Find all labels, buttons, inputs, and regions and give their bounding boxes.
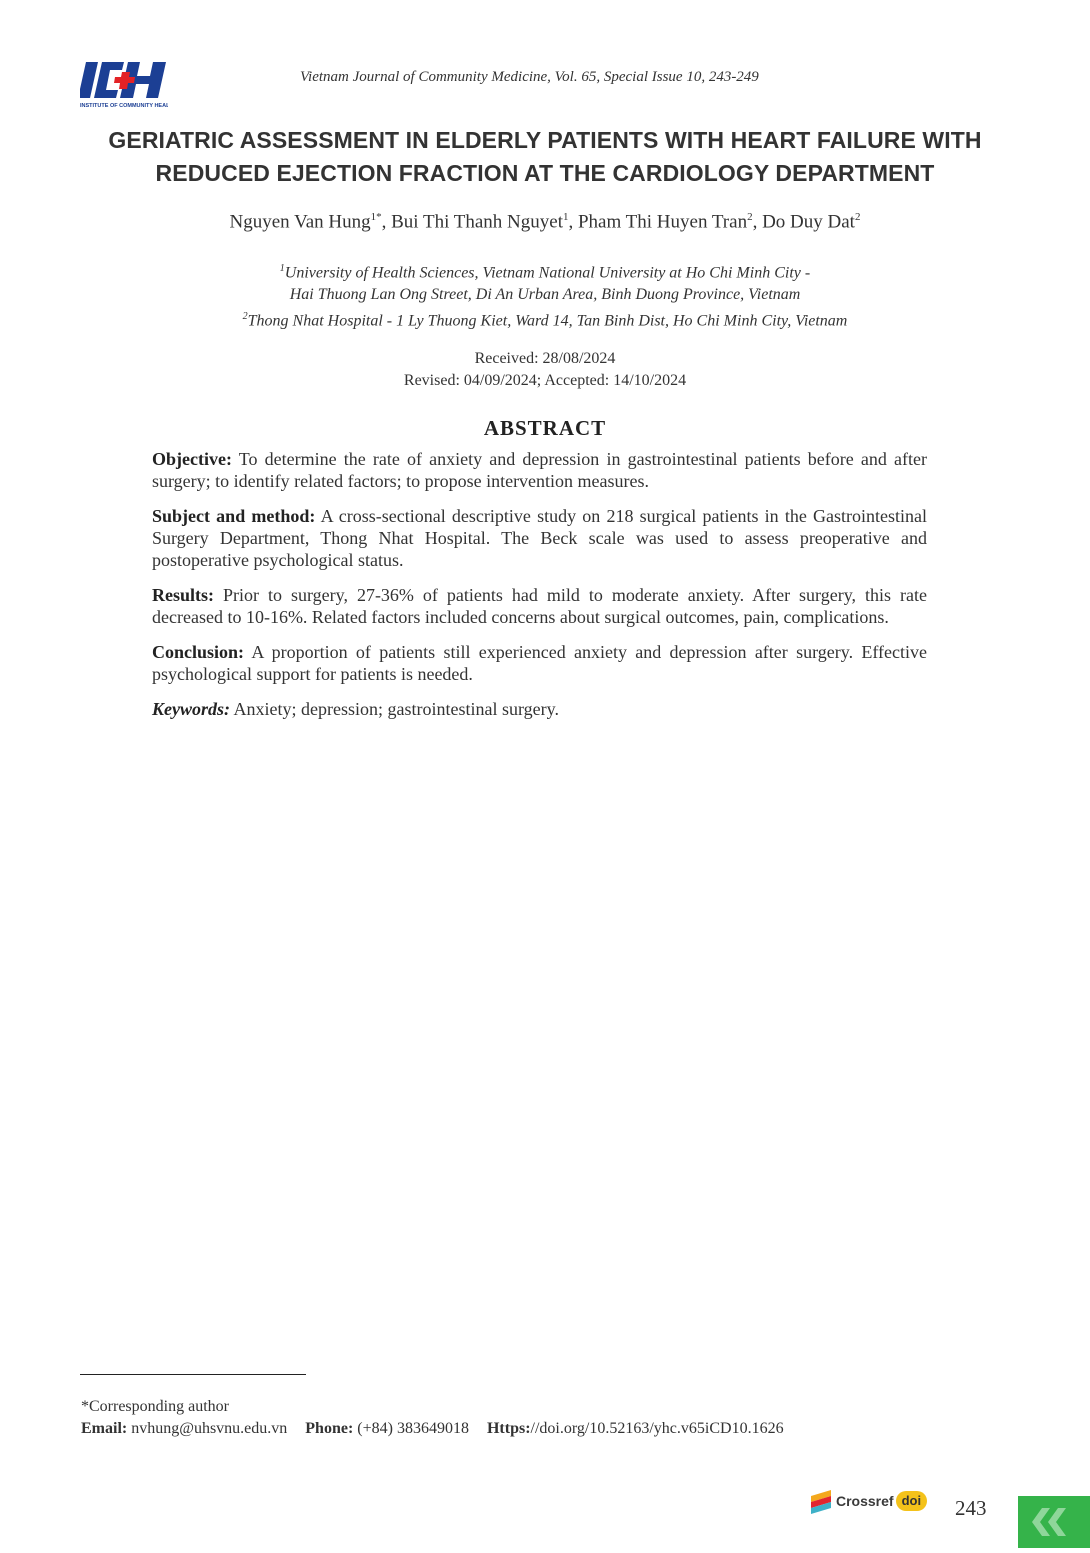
author-separator: , [381, 211, 392, 233]
article-title [60, 124, 1030, 190]
corresponding-author-note: *Corresponding author [81, 1398, 229, 1415]
ich-logo-graphic [80, 60, 168, 110]
crossref-icon [811, 1488, 833, 1514]
abstract-keywords [152, 698, 927, 720]
crossref-badge[interactable] [811, 1486, 927, 1516]
affiliation-text: Thong Nhat Hospital - 1 Ly Thuong Kiet, Ward 14, Tan Binh Dist, Ho Chi Minh City, Vietnam [247, 312, 848, 330]
section-label: Objective: [152, 449, 232, 469]
abstract-heading: ABSTRACT [483, 416, 607, 440]
received-date: Received: 28/08/2024 [474, 350, 616, 367]
author-name: Nguyen Van Hung [229, 211, 371, 233]
logo-caption: INSTITUTE OF COMMUNITY HEALTH [80, 103, 168, 109]
doi-link[interactable]: //doi.org/10.52163/yhc.v65iCD10.1626 [530, 1420, 784, 1437]
author-name: Pham Thi Huyen Tran [577, 211, 748, 233]
journal-citation: Vietnam Journal of Community Medicine, Vol. 65, Special Issue 10, 243-249 [300, 69, 759, 85]
abstract-body [152, 448, 927, 733]
author-list [60, 211, 1030, 233]
author-name: Do Duy Dat [762, 211, 855, 233]
title-line-1: GERIATRIC ASSESSMENT IN ELDERLY PATIENTS WITH HEART FAILURE WITH [108, 127, 982, 153]
keywords-text: Anxiety; depression; gastrointestinal surgery. [230, 699, 559, 719]
crossref-label: Crossref [836, 1493, 894, 1509]
abstract-results [152, 584, 927, 628]
footnote-divider [80, 1374, 306, 1375]
double-chevron-left-icon [1018, 1496, 1090, 1548]
affiliation-mark: 2 [242, 311, 248, 323]
doi-label: Https: [486, 1420, 531, 1437]
affiliation-1-line-2: Hai Thuong Lan Ong Street, Di An Urban Area, Binh Duong Province, Vietnam [289, 286, 801, 304]
affiliation-1-line-1 [60, 258, 1030, 284]
author-affil-mark: 1* [370, 211, 382, 223]
revised-accepted-date: Revised: 04/09/2024; Accepted: 14/10/2024 [403, 372, 687, 389]
section-label: Subject and method: [152, 506, 316, 526]
email-link[interactable]: nvhung@uhsvnu.edu.vn [127, 1420, 288, 1437]
article-dates [60, 348, 1030, 392]
title-line-2: REDUCED EJECTION FRACTION AT THE CARDIOLOGY DEPARTMENT [155, 160, 935, 186]
author-separator: , [752, 211, 763, 233]
phone-number: (+84) 383649018 [353, 1420, 469, 1437]
author-affil-mark: 2 [854, 211, 861, 223]
abstract-method [152, 505, 927, 571]
keywords-label: Keywords: [152, 699, 230, 719]
page-number: 243 [955, 1496, 987, 1520]
author-affil-mark: 1 [562, 211, 569, 223]
abstract-conclusion [152, 641, 927, 685]
contact-line [81, 1418, 981, 1440]
affiliation-text: University of Health Sciences, Vietnam National University at Ho Chi Minh City - [284, 264, 811, 282]
section-label: Conclusion: [152, 642, 245, 662]
phone-label: Phone: [305, 1420, 354, 1437]
affiliation-mark: 1 [279, 263, 285, 274]
section-text: A proportion of patients still experienced anxiety and depression after surgery. Effective psychological support for patients is needed. [152, 642, 927, 684]
doi-badge: doi [896, 1491, 928, 1511]
journal-logo [80, 60, 168, 110]
author-name: Bui Thi Thanh Nguyet [391, 211, 563, 233]
author-affil-mark: 2 [747, 211, 753, 223]
section-text: A cross-sectional descriptive study on 218 surgical patients in the Gastrointestinal Surgery Department, Thong Nhat Hospital. The Beck scale was used to assess preoperative and postoperative psychological status. [152, 506, 927, 570]
author-separator: , [568, 211, 578, 233]
footnote [81, 1396, 981, 1440]
section-text: Prior to surgery, 27-36% of patients had mild to moderate anxiety. After surgery, this rate decreased to 10-16%. Related factors included concerns about surgical outcomes, pain, complications. [152, 585, 927, 627]
section-text: To determine the rate of anxiety and depression in gastrointestinal patients before and after surgery; to identify related factors; to propose intervention measures. [152, 449, 927, 491]
affiliation-2 [60, 306, 1030, 332]
abstract-objective [152, 448, 927, 492]
affiliations [60, 258, 1030, 333]
section-label: Results: [152, 585, 214, 605]
email-label: Email: [81, 1420, 128, 1437]
page-corner-tab [1018, 1496, 1090, 1548]
